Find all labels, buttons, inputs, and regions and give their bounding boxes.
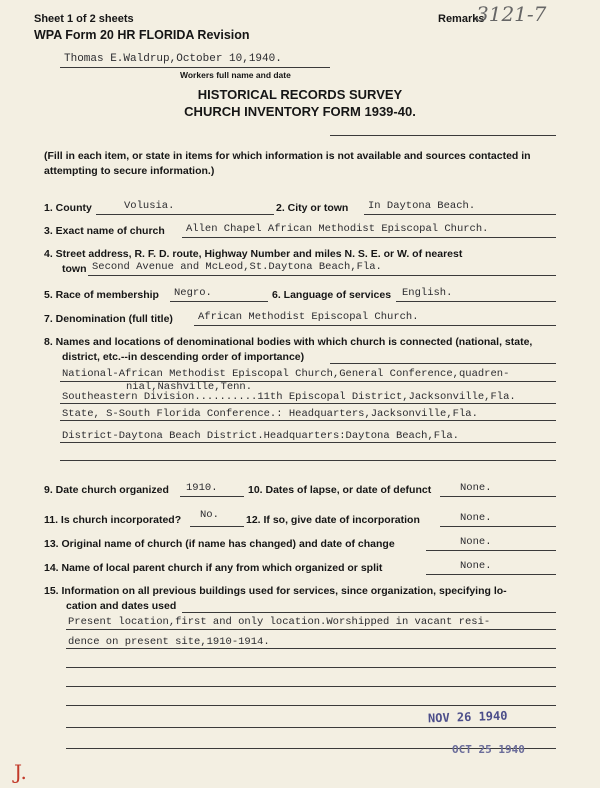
denomination-value: African Methodist Episcopal Church.: [198, 311, 419, 323]
incorporated-label: 11. Is church incorporated?: [44, 514, 182, 526]
county-label: 1. County: [44, 202, 92, 214]
denomination-label: 7. Denomination (full title): [44, 313, 173, 325]
street-label-town: town: [62, 263, 87, 275]
language-value: English.: [402, 287, 453, 299]
street-label: 4. Street address, R. F. D. route, Highway Number and miles N. S. E. or W. of nearest: [44, 248, 463, 260]
parent-church-value: None.: [460, 560, 492, 572]
bodies-line-2: nial,Nashville,Tenn.: [126, 381, 253, 393]
original-name-label: 13. Original name of church (if name has changed) and date of change: [44, 538, 395, 550]
received-stamp: NOV 26 1940: [427, 708, 508, 726]
city-value: In Daytona Beach.: [368, 200, 476, 212]
worker-name-value: Thomas E.Waldrup,October 10,1940.: [64, 53, 282, 65]
sheet-number: Sheet 1 of 2 sheets: [34, 13, 134, 25]
bodies-line-1: National-African Methodist Episcopal Church,General Conference,quadren-: [62, 368, 510, 380]
church-name-value: Allen Chapel African Methodist Episcopal Church.: [186, 223, 489, 235]
buildings-label: 15. Information on all previous buildings used for services, since organization, specifying lo-: [44, 585, 507, 597]
incdate-label: 12. If so, give date of incorporation: [246, 514, 420, 526]
remarks-label: Remarks: [438, 13, 485, 25]
dated-stamp: OCT 25 1940: [452, 743, 525, 756]
instructions: (Fill in each item, or state in items for which information is not available and sources contacted in attempting to secure information.): [44, 150, 531, 177]
bodies-line-3: Southeastern Division..........11th Episcopal District,Jacksonville,Fla.: [62, 391, 516, 403]
buildings-label-2: cation and dates used: [66, 600, 177, 612]
parent-church-label: 14. Name of local parent church if any from which organized or split: [44, 562, 383, 574]
worker-caption: Workers full name and date: [180, 70, 291, 80]
street-value: Second Avenue and McLeod,St.Daytona Beach,Fla.: [92, 261, 382, 273]
bodies-line-5: District-Daytona Beach District.Headquarters:Daytona Beach,Fla.: [62, 430, 459, 442]
bodies-label: 8. Names and locations of denominational bodies with which church is connected (national, state,: [44, 336, 533, 348]
organized-value: 1910.: [186, 482, 218, 494]
form-title: HISTORICAL RECORDS SURVEY: [197, 87, 403, 102]
buildings-line-1: Present location,first and only location.Worshipped in vacant resi-: [68, 616, 491, 628]
bodies-line-4: State, S-South Florida Conference.: Headquarters,Jacksonville,Fla.: [62, 408, 478, 420]
city-label: 2. City or town: [276, 202, 349, 214]
original-name-value: None.: [460, 536, 492, 548]
church-name-label: 3. Exact name of church: [44, 225, 165, 237]
buildings-line-2: dence on present site,1910-1914.: [68, 636, 270, 648]
margin-mark: J.: [14, 760, 27, 784]
lapse-label: 10. Dates of lapse, or date of defunct: [248, 484, 432, 496]
race-value: Negro.: [174, 287, 212, 299]
county-value: Volusia.: [124, 200, 175, 212]
incdate-value: None.: [460, 512, 492, 524]
form-subtitle: CHURCH INVENTORY FORM 1939-40.: [184, 104, 416, 119]
race-label: 5. Race of membership: [44, 289, 159, 301]
language-label: 6. Language of services: [272, 289, 392, 301]
incorporated-value: No.: [200, 509, 219, 521]
form-number: WPA Form 20 HR FLORIDA Revision: [34, 28, 250, 42]
remarks-value: 3121-7: [476, 2, 547, 26]
organized-label: 9. Date church organized: [44, 484, 169, 496]
lapse-value: None.: [460, 482, 492, 494]
bodies-label-2: district, etc.--in descending order of importance): [62, 351, 305, 363]
